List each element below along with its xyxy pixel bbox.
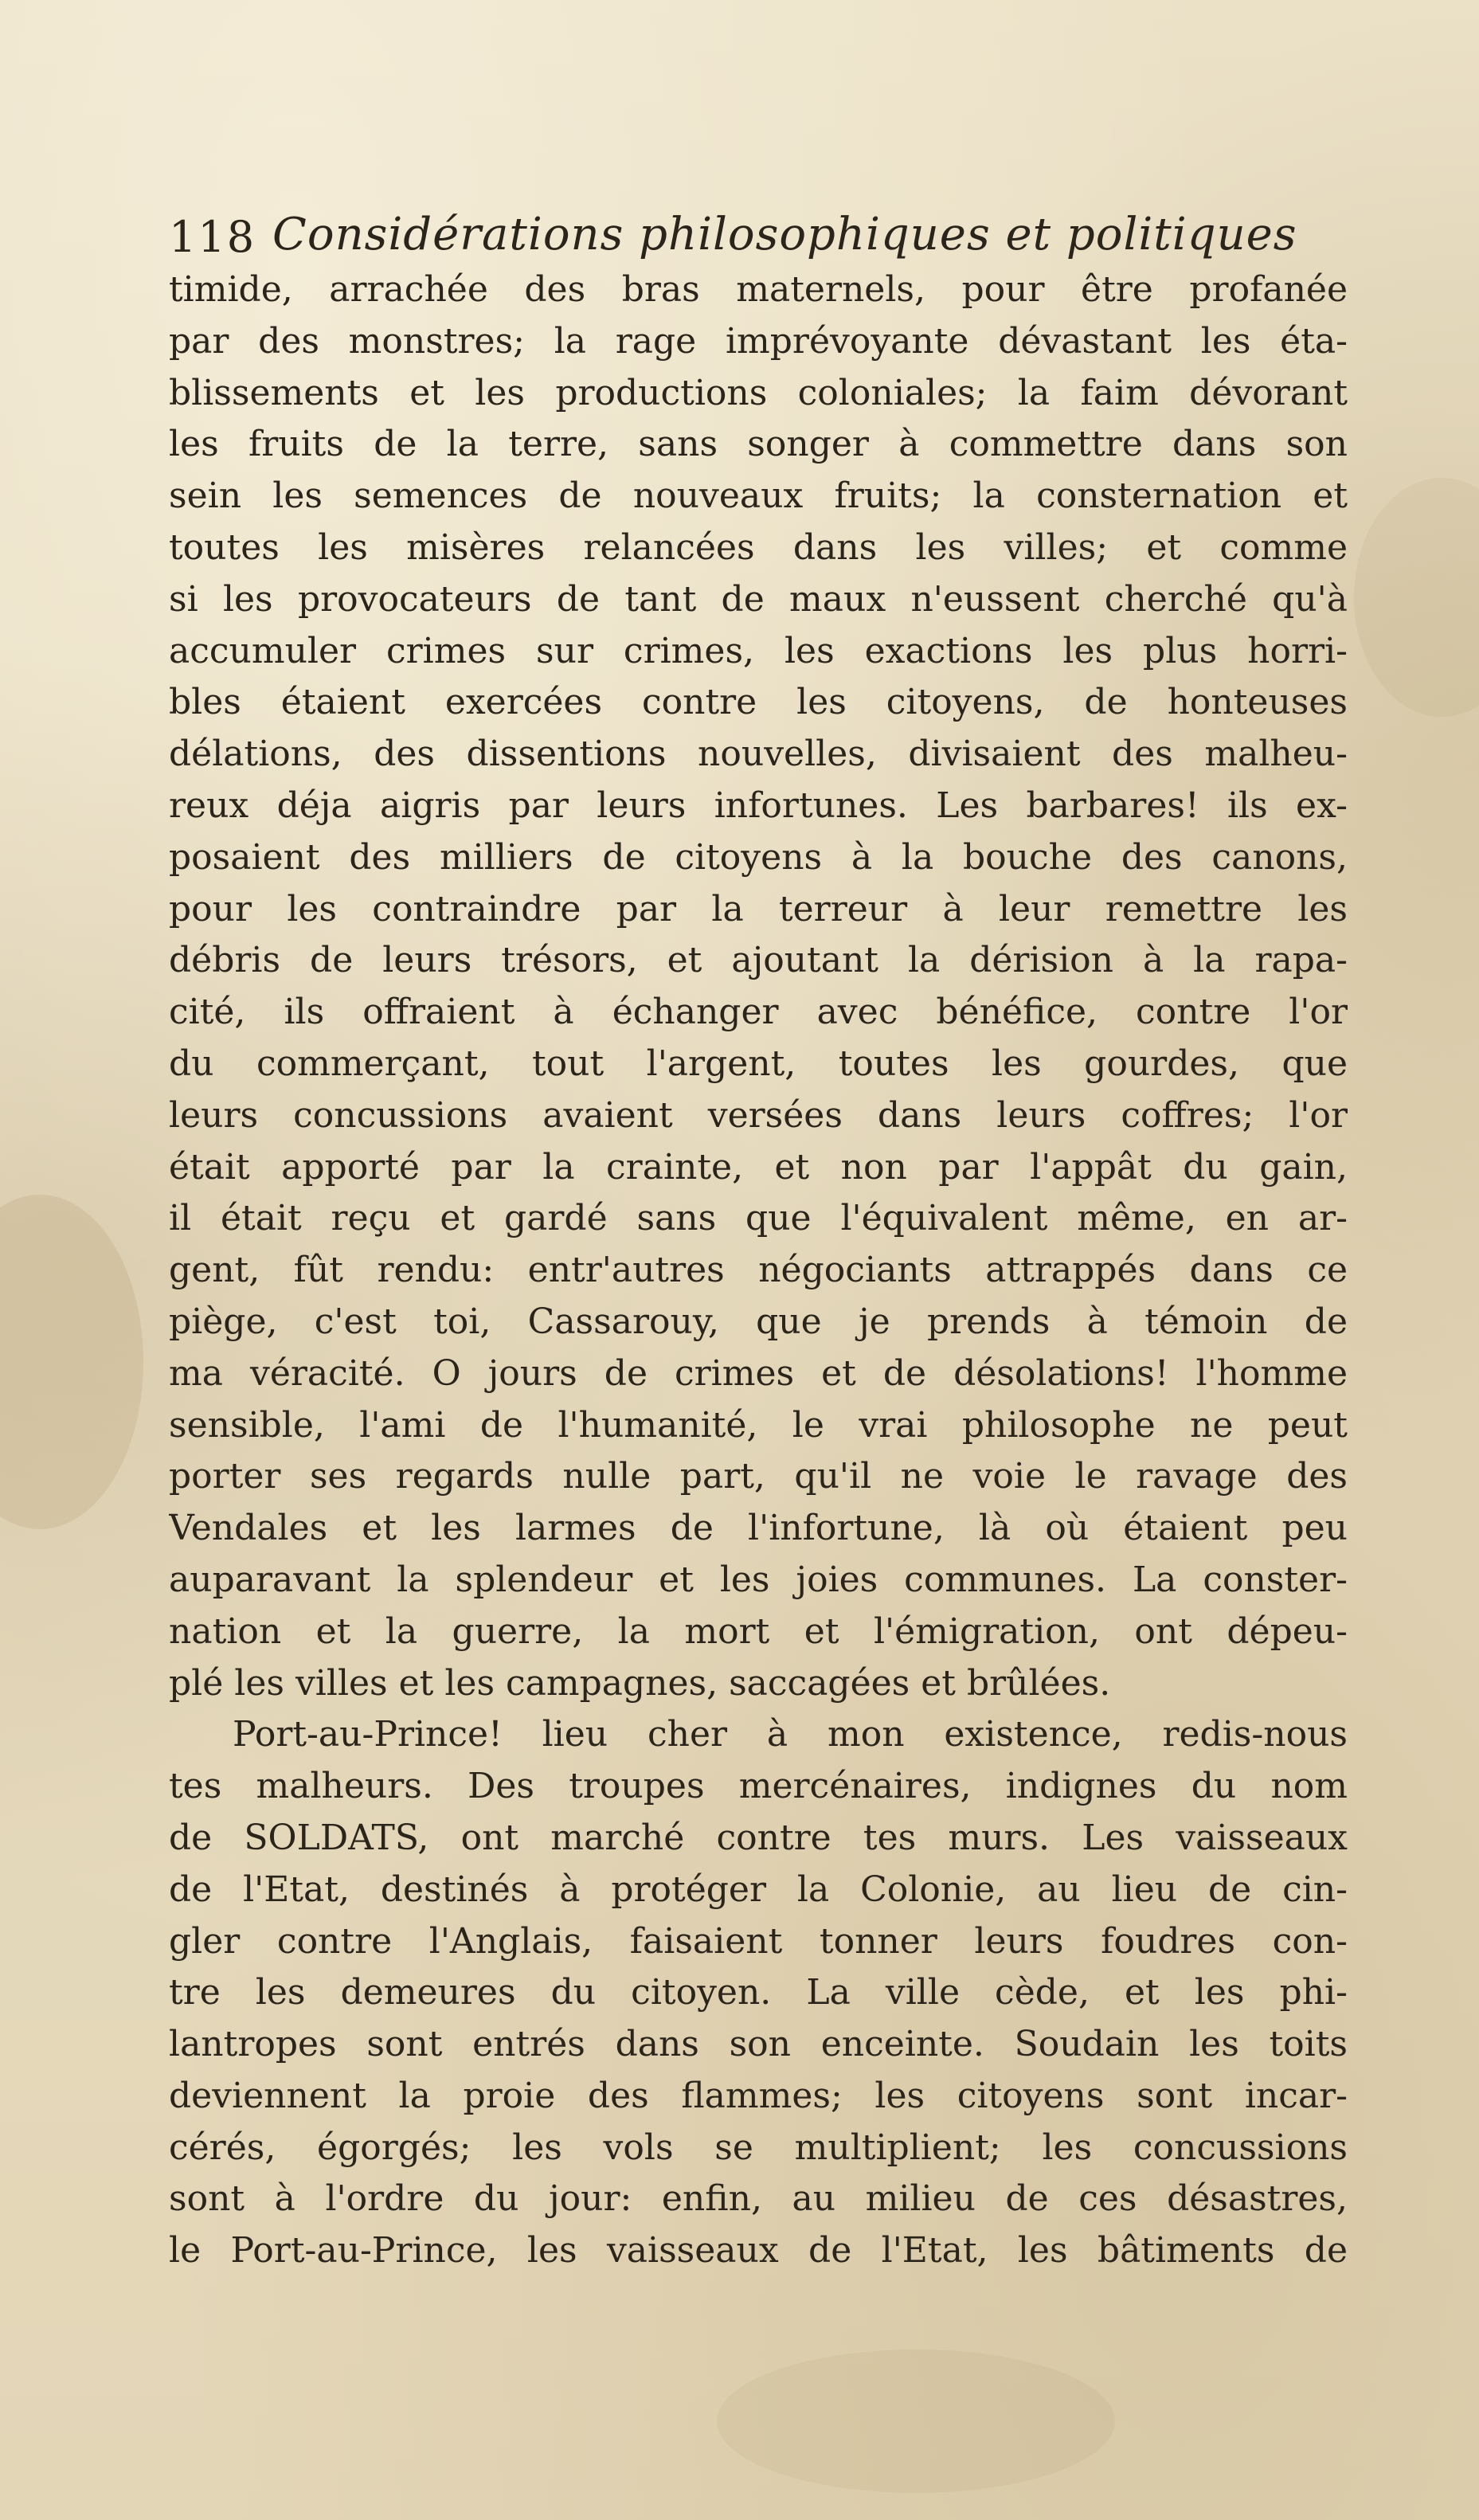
text-line: les fruits de la terre, sans songer à commettre dans son [169,424,1348,465]
paper-stain [0,1195,143,1529]
text-line: gent, fût rendu: entr'autres négociants attrappés dans ce [169,1250,1348,1291]
text-line: bles étaient exercées contre les citoyens, de honteuses [169,682,1348,723]
text-line: de SOLDATS, ont marché contre tes murs. Les vaisseaux [169,1817,1348,1858]
text-line: accumuler crimes sur crimes, les exactions les plus horri- [169,630,1348,671]
text-line: leurs concussions avaient versées dans leurs coffres; l'or [169,1094,1348,1136]
text-line: le Port-au-Prince, les vaisseaux de l'Etat, les bâtiments de [169,2230,1348,2272]
text-line: plé les villes et les campagnes, saccagées et brûlées. [169,1662,1111,1704]
text-line: par des monstres; la rage imprévoyante dévastant les éta- [169,320,1348,362]
text-line: de l'Etat, destinés à protéger la Colonie, au lieu de cin- [169,1868,1348,1910]
paper-stain [717,2350,1115,2493]
text-line: sensible, l'ami de l'humanité, le vrai philosophe ne peut [169,1404,1348,1446]
text-line: sein les semences de nouveaux fruits; la consternation et [169,475,1348,517]
running-title: Considérations philosophiques et politiques [272,209,1297,260]
page-header [169,209,1340,272]
page-number: 118 [169,212,256,262]
paper-stain [1354,478,1479,717]
text-line: il était reçu et gardé sans que l'équivalent même, en ar- [169,1198,1348,1239]
text-line: Vendales et les larmes de l'infortune, là où étaient peu [169,1508,1348,1549]
text-line: blissements et les productions coloniales; la faim dévorant [169,372,1348,413]
text-line: cité, ils offraient à échanger avec bénéfice, contre l'or [169,992,1348,1033]
text-line: reux déja aigris par leurs infortunes. Les barbares! ils ex- [169,785,1348,826]
text-line: timide, arrachée des bras maternels, pour être profanée [169,269,1348,310]
text-line: cérés, égorgés; les vols se multiplient; les concussions [169,2127,1348,2168]
text-line: si les provocateurs de tant de maux n'eussent cherché qu'à [169,578,1348,620]
text-line: débris de leurs trésors, et ajoutant la dérision à la rapa- [169,940,1348,981]
text-line: nation et la guerre, la mort et l'émigration, ont dépeu- [169,1610,1348,1652]
text-line: deviennent la proie des flammes; les citoyens sont incar- [169,2075,1348,2116]
text-line: lantropes sont entrés dans son enceinte. Soudain les toits [169,2024,1348,2065]
text-line: délations, des dissentions nouvelles, divisaient des malheu- [169,734,1348,775]
text-line: tre les demeures du citoyen. La ville cède, et les phi- [169,1972,1348,2013]
text-line: porter ses regards nulle part, qu'il ne voie le ravage des [169,1456,1348,1497]
text-line: pour les contraindre par la terreur à leur remettre les [169,888,1348,929]
text-line: Port-au-Prince! lieu cher à mon existence, redis-nous [233,1714,1348,1755]
body-text [169,264,1348,2277]
text-line: toutes les misères relancées dans les villes; et comme [169,526,1348,568]
text-line: sont à l'ordre du jour: enfin, au milieu de ces désastres, [169,2178,1348,2220]
text-line: auparavant la splendeur et les joies communes. La conster- [169,1559,1348,1600]
text-line: était apporté par la crainte, et non par l'appât du gain, [169,1146,1348,1188]
text-line: posaient des milliers de citoyens à la bouche des canons, [169,836,1348,878]
text-line: gler contre l'Anglais, faisaient tonner leurs foudres con- [169,1920,1348,1962]
text-line: tes malheurs. Des troupes mercénaires, indignes du nom [169,1766,1348,1807]
text-line: piège, c'est toi, Cassarouy, que je prends à témoin de [169,1301,1348,1342]
text-line: ma véracité. O jours de crimes et de désolations! l'homme [169,1352,1348,1394]
text-line: du commerçant, tout l'argent, toutes les gourdes, que [169,1043,1348,1084]
